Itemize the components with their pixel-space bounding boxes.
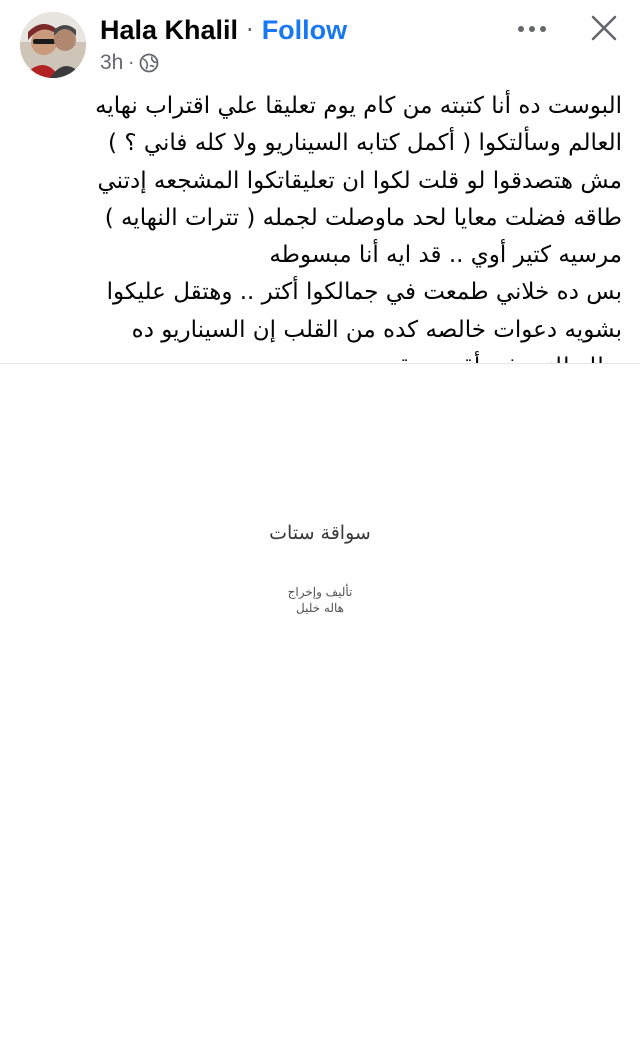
name-row <box>100 12 347 48</box>
document-title: سواقة ستات <box>269 522 371 544</box>
credit-line: تأليف وإخراج <box>287 585 353 599</box>
post-meta <box>100 50 159 76</box>
document-credit <box>0 584 640 616</box>
more-horizontal-icon <box>512 14 552 44</box>
post-header <box>0 0 640 86</box>
author-name[interactable]: Hala Khalil <box>100 14 239 45</box>
post-text <box>20 88 622 386</box>
meta-separator: · <box>128 52 135 74</box>
follow-button[interactable]: Follow <box>261 14 348 45</box>
post-text-line: بشويه دعوات خالصه كده من القلب إن السيناريو ده <box>131 316 622 343</box>
post-text-line: طاقه فضلت معايا لحد ماوصلت لجمله ( تترات النهايه ) <box>104 204 622 231</box>
credit-line: هاله خليل <box>296 601 344 615</box>
more-options-button[interactable] <box>512 14 552 44</box>
timestamp[interactable]: 3h <box>100 51 124 74</box>
post-photo[interactable] <box>0 364 640 1038</box>
post-text-line: مش هتصدقوا لو قلت لكوا ان تعليقاتكوا المشجعه إدتني <box>97 167 622 194</box>
globe-icon <box>139 53 159 73</box>
post-text-line: العالم وسألتكوا ( أكمل كتابه السيناريو ولا كله فاني ؟ ) <box>108 130 622 157</box>
name-separator: · <box>246 16 254 44</box>
post-text-line: البوست ده أنا كتبته من كام يوم تعليقا علي اقتراب نهايه <box>95 93 622 119</box>
close-icon <box>588 12 620 44</box>
post-text-line: مرسيه كتير أوي .. قد ايه أنا مبسوطه <box>269 242 622 269</box>
close-button[interactable] <box>588 12 620 44</box>
avatar[interactable] <box>20 12 86 78</box>
post-text-line: بس ده خلاني طمعت في جمالكوا أكتر .. وهتقل عليكوا <box>106 279 622 306</box>
